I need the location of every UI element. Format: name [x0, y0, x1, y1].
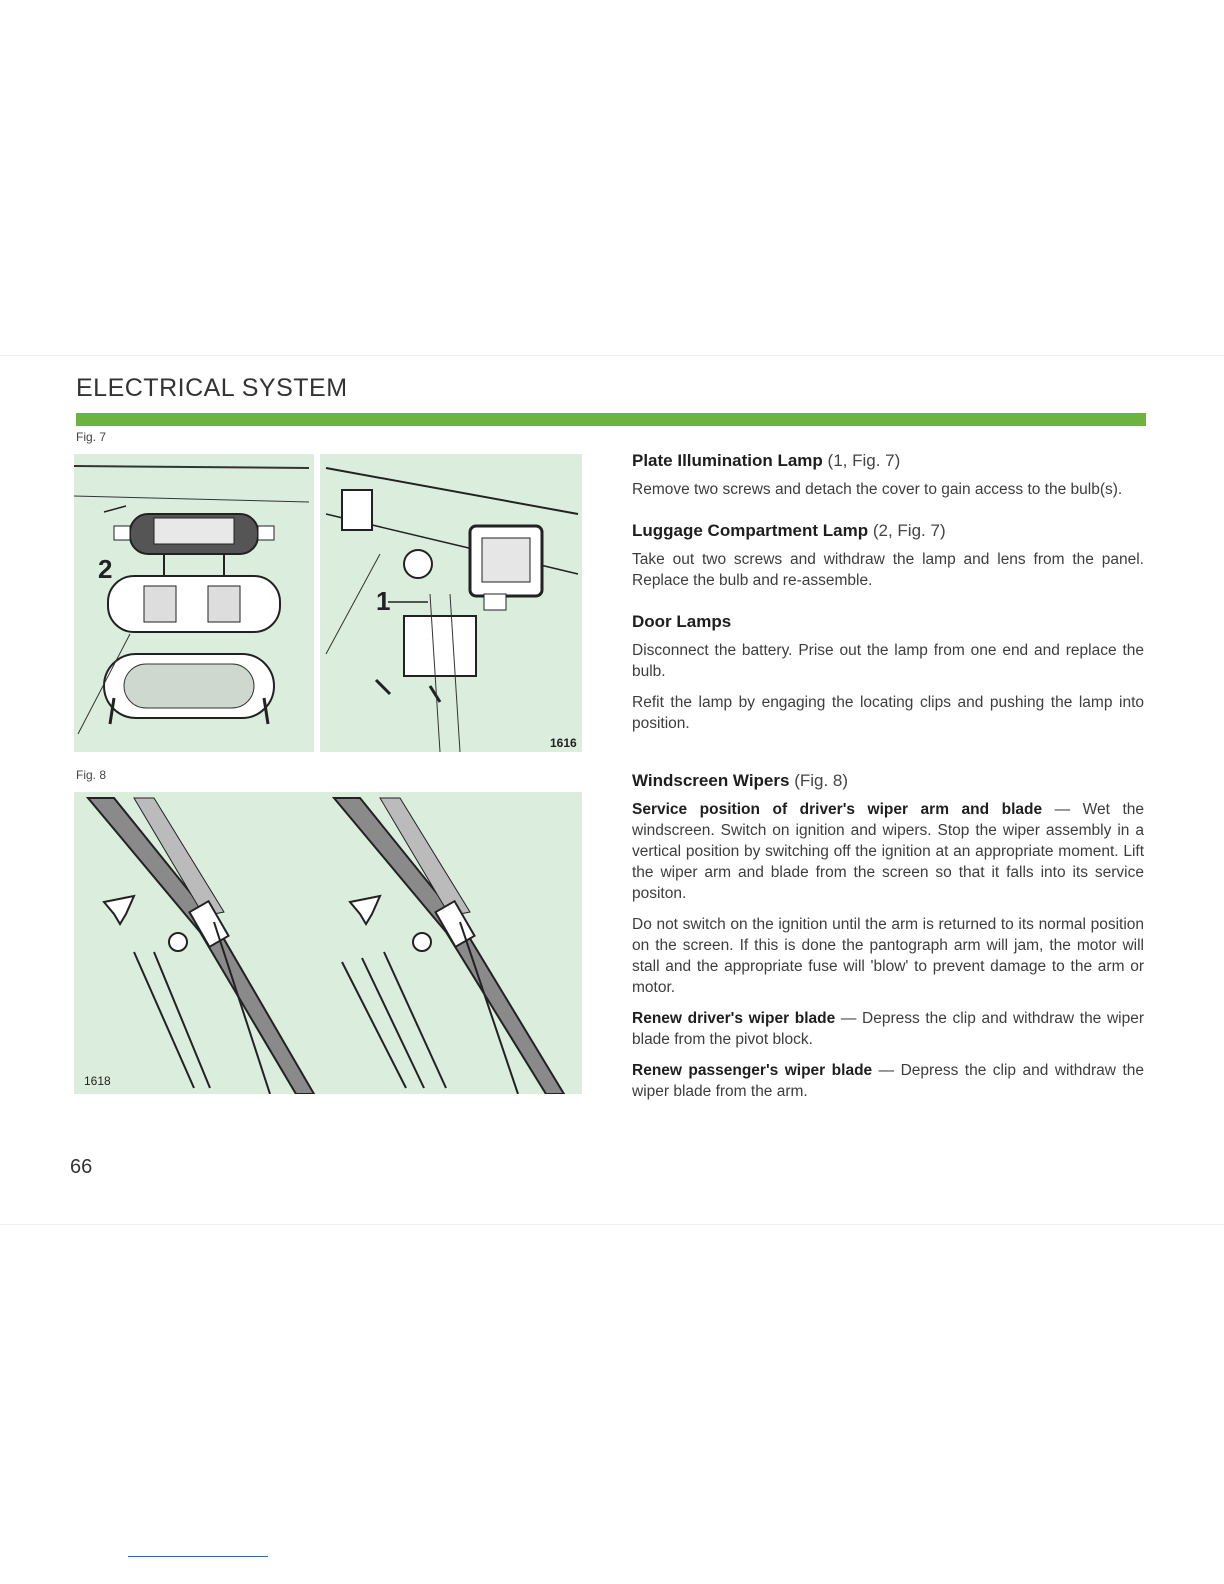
- fig8-label: Fig. 8: [76, 768, 107, 782]
- section-luggage-lamp: [632, 520, 1144, 591]
- fig8-number: 1618: [84, 1074, 111, 1088]
- manual-page: [0, 356, 1224, 1224]
- service-lead: Service position of driver's wiper arm and blade: [632, 801, 1043, 818]
- fig7-label: Fig. 7: [76, 430, 107, 444]
- callout-2: 2: [98, 554, 113, 584]
- bottom-rule: [128, 1556, 268, 1557]
- section-wipers: [632, 770, 1144, 1102]
- page-title: ELECTRICAL SYSTEM: [76, 374, 348, 402]
- passenger-body: — Depress the clip and withdraw the wiper blade from the arm.: [632, 1062, 1144, 1100]
- wipers-ref: (Fig. 8): [794, 771, 849, 790]
- door-lamps-heading: Door Lamps: [632, 612, 732, 631]
- fig7-right-illustration: [320, 454, 582, 752]
- section-plate-lamp: [632, 450, 1144, 500]
- wipers-heading: Windscreen Wipers: [632, 771, 790, 790]
- fig8-illustration: [74, 792, 582, 1094]
- page-number: 66: [70, 1156, 93, 1178]
- plate-lamp-ref: (1, Fig. 7): [827, 451, 901, 470]
- plate-lamp-body: Remove two screws and detach the cover to gain access to the bulb(s).: [632, 481, 1123, 498]
- section-color-bar: [76, 413, 1146, 426]
- passenger-lead: Renew passenger's wiper blade: [632, 1062, 873, 1079]
- wipers-driver-paragraph: [632, 1008, 1144, 1050]
- fig7-left-illustration: [74, 454, 314, 752]
- luggage-lamp-body: Take out two screws and withdraw the lamp and lens from the panel. Replace the bulb and re-assemble.: [632, 551, 1144, 589]
- fig7-number: 1616: [550, 736, 577, 750]
- driver-lead: Renew driver's wiper blade: [632, 1010, 836, 1027]
- door-lamps-body-2: Refit the lamp by engaging the locating clips and pushing the lamp into position.: [632, 694, 1144, 732]
- door-lamps-body-1: Disconnect the battery. Prise out the lamp from one end and replace the bulb.: [632, 642, 1144, 680]
- luggage-lamp-ref: (2, Fig. 7): [872, 521, 946, 540]
- callout-1: 1: [376, 586, 391, 616]
- text-column: [632, 450, 1144, 1122]
- luggage-lamp-heading: Luggage Compartment Lamp: [632, 521, 869, 540]
- driver-body: — Depress the clip and withdraw the wiper blade from the pivot block.: [632, 1010, 1144, 1048]
- wipers-passenger-paragraph: [632, 1060, 1144, 1102]
- plate-lamp-heading: Plate Illumination Lamp: [632, 451, 823, 470]
- wipers-service-paragraph: [632, 799, 1144, 904]
- section-door-lamps: [632, 611, 1144, 734]
- service-body: — Wet the windscreen. Switch on ignition and wipers. Stop the wiper assembly in a vertical position by switching off the ignition at an appropriate moment. Lift the wiper arm and blade from the screen so that it falls into its service positon.: [632, 801, 1144, 902]
- wipers-caution: Do not switch on the ignition until the arm is returned to its normal position on the screen. If this is done the pantograph arm will jam, the motor will stall and the appropriate fuse will 'blow' to prevent damage to the arm or motor.: [632, 916, 1144, 996]
